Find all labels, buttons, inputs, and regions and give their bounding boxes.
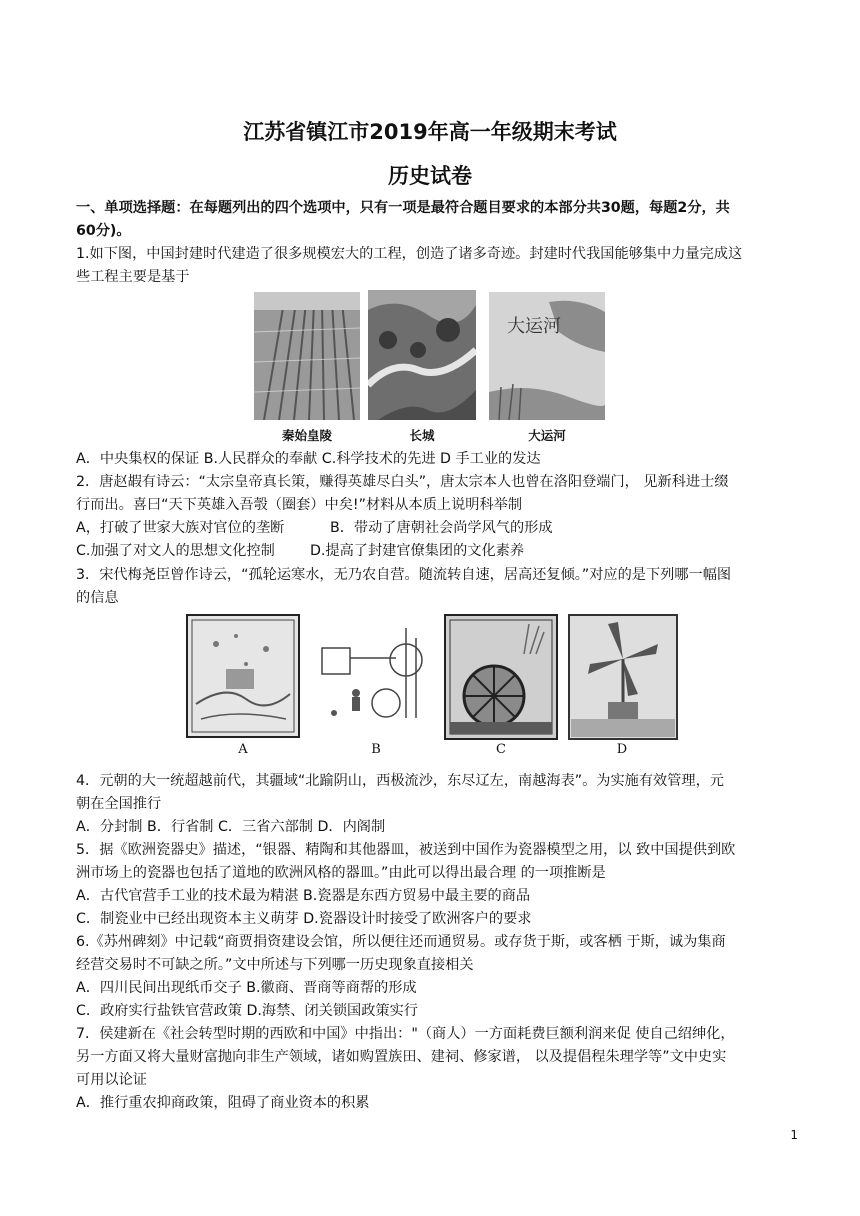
q2-option-b: B．带动了唐朝社会尚学风气的形成 [330, 520, 553, 536]
q4-options: A．分封制 B．行省制 C．三省六部制 D．内阁制 [76, 819, 386, 835]
q4-stem-line-2: 朝在全国推行 [76, 796, 162, 812]
q3-label-b: B [371, 742, 381, 757]
q3-stem-line-2: 的信息 [76, 590, 119, 606]
caption-great-wall: 长城 [409, 428, 435, 443]
subject-title: 历史试卷 [388, 164, 472, 188]
caption-mausoleum: 秦始皇陵 [281, 428, 332, 443]
q7-option-a: A．推行重农抑商政策，阻碍了商业资本的积累 [76, 1095, 370, 1111]
q5-stem-line-1: 5．据《欧洲瓷器史》描述，“银器、精陶和其他器皿，被送到中国作为瓷器模型之用，以 致中国提供到欧 [76, 842, 736, 858]
q6-options-line-1: A．四川民间出现纸币交子 B.徽商、晋商等商帮的形成 [76, 980, 417, 996]
caption-grand-canal: 大运河 [528, 428, 566, 443]
q1-stem-line-1: 1.如下图，中国封建时代建造了很多规模宏大的工程，创造了诸多奇迹。封建时代我国能够集中力量完成这 [76, 246, 743, 262]
q1-image-grand-canal [489, 292, 605, 420]
q3-label-c: C [496, 742, 506, 757]
section-heading-line-1: 一、单项选择题：在每题列出的四个选项中，只有一项是最符合题目要求的本部分共30题，每题2分，共 [76, 200, 730, 216]
q5-options-line-2: C．制瓷业中已经出现资本主义萌芽 D.瓷器设计时接受了欧洲客户的要求 [76, 911, 532, 927]
q5-options-line-1: A．古代官营手工业的技术最为精湛 B.瓷器是东西方贸易中最主要的商品 [76, 888, 531, 904]
q3-label-d: D [616, 742, 628, 757]
q4-stem-line-1: 4．元朝的大一统超越前代，其疆域“北踰阴山，西极流沙，东尽辽左，南越海表”。为实施有效管理，元 [76, 773, 724, 789]
grand-canal-calligraphy: 大运河 [507, 316, 561, 337]
q2-option-d: D.提高了封建官僚集团的文化素养 [310, 543, 525, 559]
q3-image-a [186, 614, 300, 738]
q3-image-c [444, 614, 558, 740]
q6-stem-line-1: 6.《苏州碑刻》中记载“商贾捐资建设会馆，所以便往还而通贸易。或存货于斯，或客栖 于斯，诚为集商 [76, 934, 726, 950]
q2-stem-line-1: 2．唐赵嘏有诗云：“太宗皇帝真长策，赚得英雄尽白头”，唐太宗本人也曾在洛阳登端门， 见新科进士缀 [76, 474, 729, 490]
exam-title: 江苏省镇江市2019年高一年级期末考试 [243, 120, 617, 144]
q3-stem-line-1: 3．宋代梅尧臣曾作诗云，“孤轮运寒水，无乃农自营。随流转自速，居高还复倾。”对应的是下列哪一幅图 [76, 567, 732, 583]
q2-option-c: C.加强了对文人的思想文化控制 [76, 543, 275, 559]
q6-options-line-2: C．政府实行盐铁官营政策 D.海禁、闭关锁国政策实行 [76, 1003, 418, 1019]
q7-stem-line-3: 可用以论证 [76, 1072, 147, 1088]
q6-stem-line-2: 经营交易时不可缺之所。”文中所述与下列哪一历史现象直接相关 [76, 957, 474, 973]
q7-stem-line-1: 7．侯建新在《社会转型时期的西欧和中国》中指出："（商人）一方面耗费巨额利润来促 使自己绍绅化， [76, 1026, 735, 1042]
q1-image-great-wall [368, 290, 476, 420]
page-number: 1 [790, 1128, 798, 1142]
q3-label-a: A [238, 742, 248, 757]
q1-stem-line-2: 些工程主要是基于 [76, 269, 190, 285]
section-heading-line-2: 60分)。 [76, 223, 131, 239]
q1-options: A．中央集权的保证 B.人民群众的奉献 C.科学技术的先进 D 手工业的发达 [76, 451, 541, 467]
q2-stem-line-2: 行而出。喜曰“天下英雄入吾彀（圈套）中矣!”材料从本质上说明科举制 [76, 497, 523, 513]
q2-option-a: A，打破了世家大族对官位的垄断 [76, 520, 285, 536]
q3-image-d [568, 614, 678, 740]
q7-stem-line-2: 另一方面又将大量财富抛向非生产领域，诸如购置族田、建祠、修家谱， 以及提倡程朱理学等”文中史实 [76, 1049, 727, 1065]
q1-image-mausoleum [254, 292, 360, 420]
q5-stem-line-2: 洲市场上的瓷器也包括了道地的欧洲风格的器皿。”由此可以得出最合理 的一项推断是 [76, 865, 606, 881]
q3-image-b [316, 618, 436, 728]
